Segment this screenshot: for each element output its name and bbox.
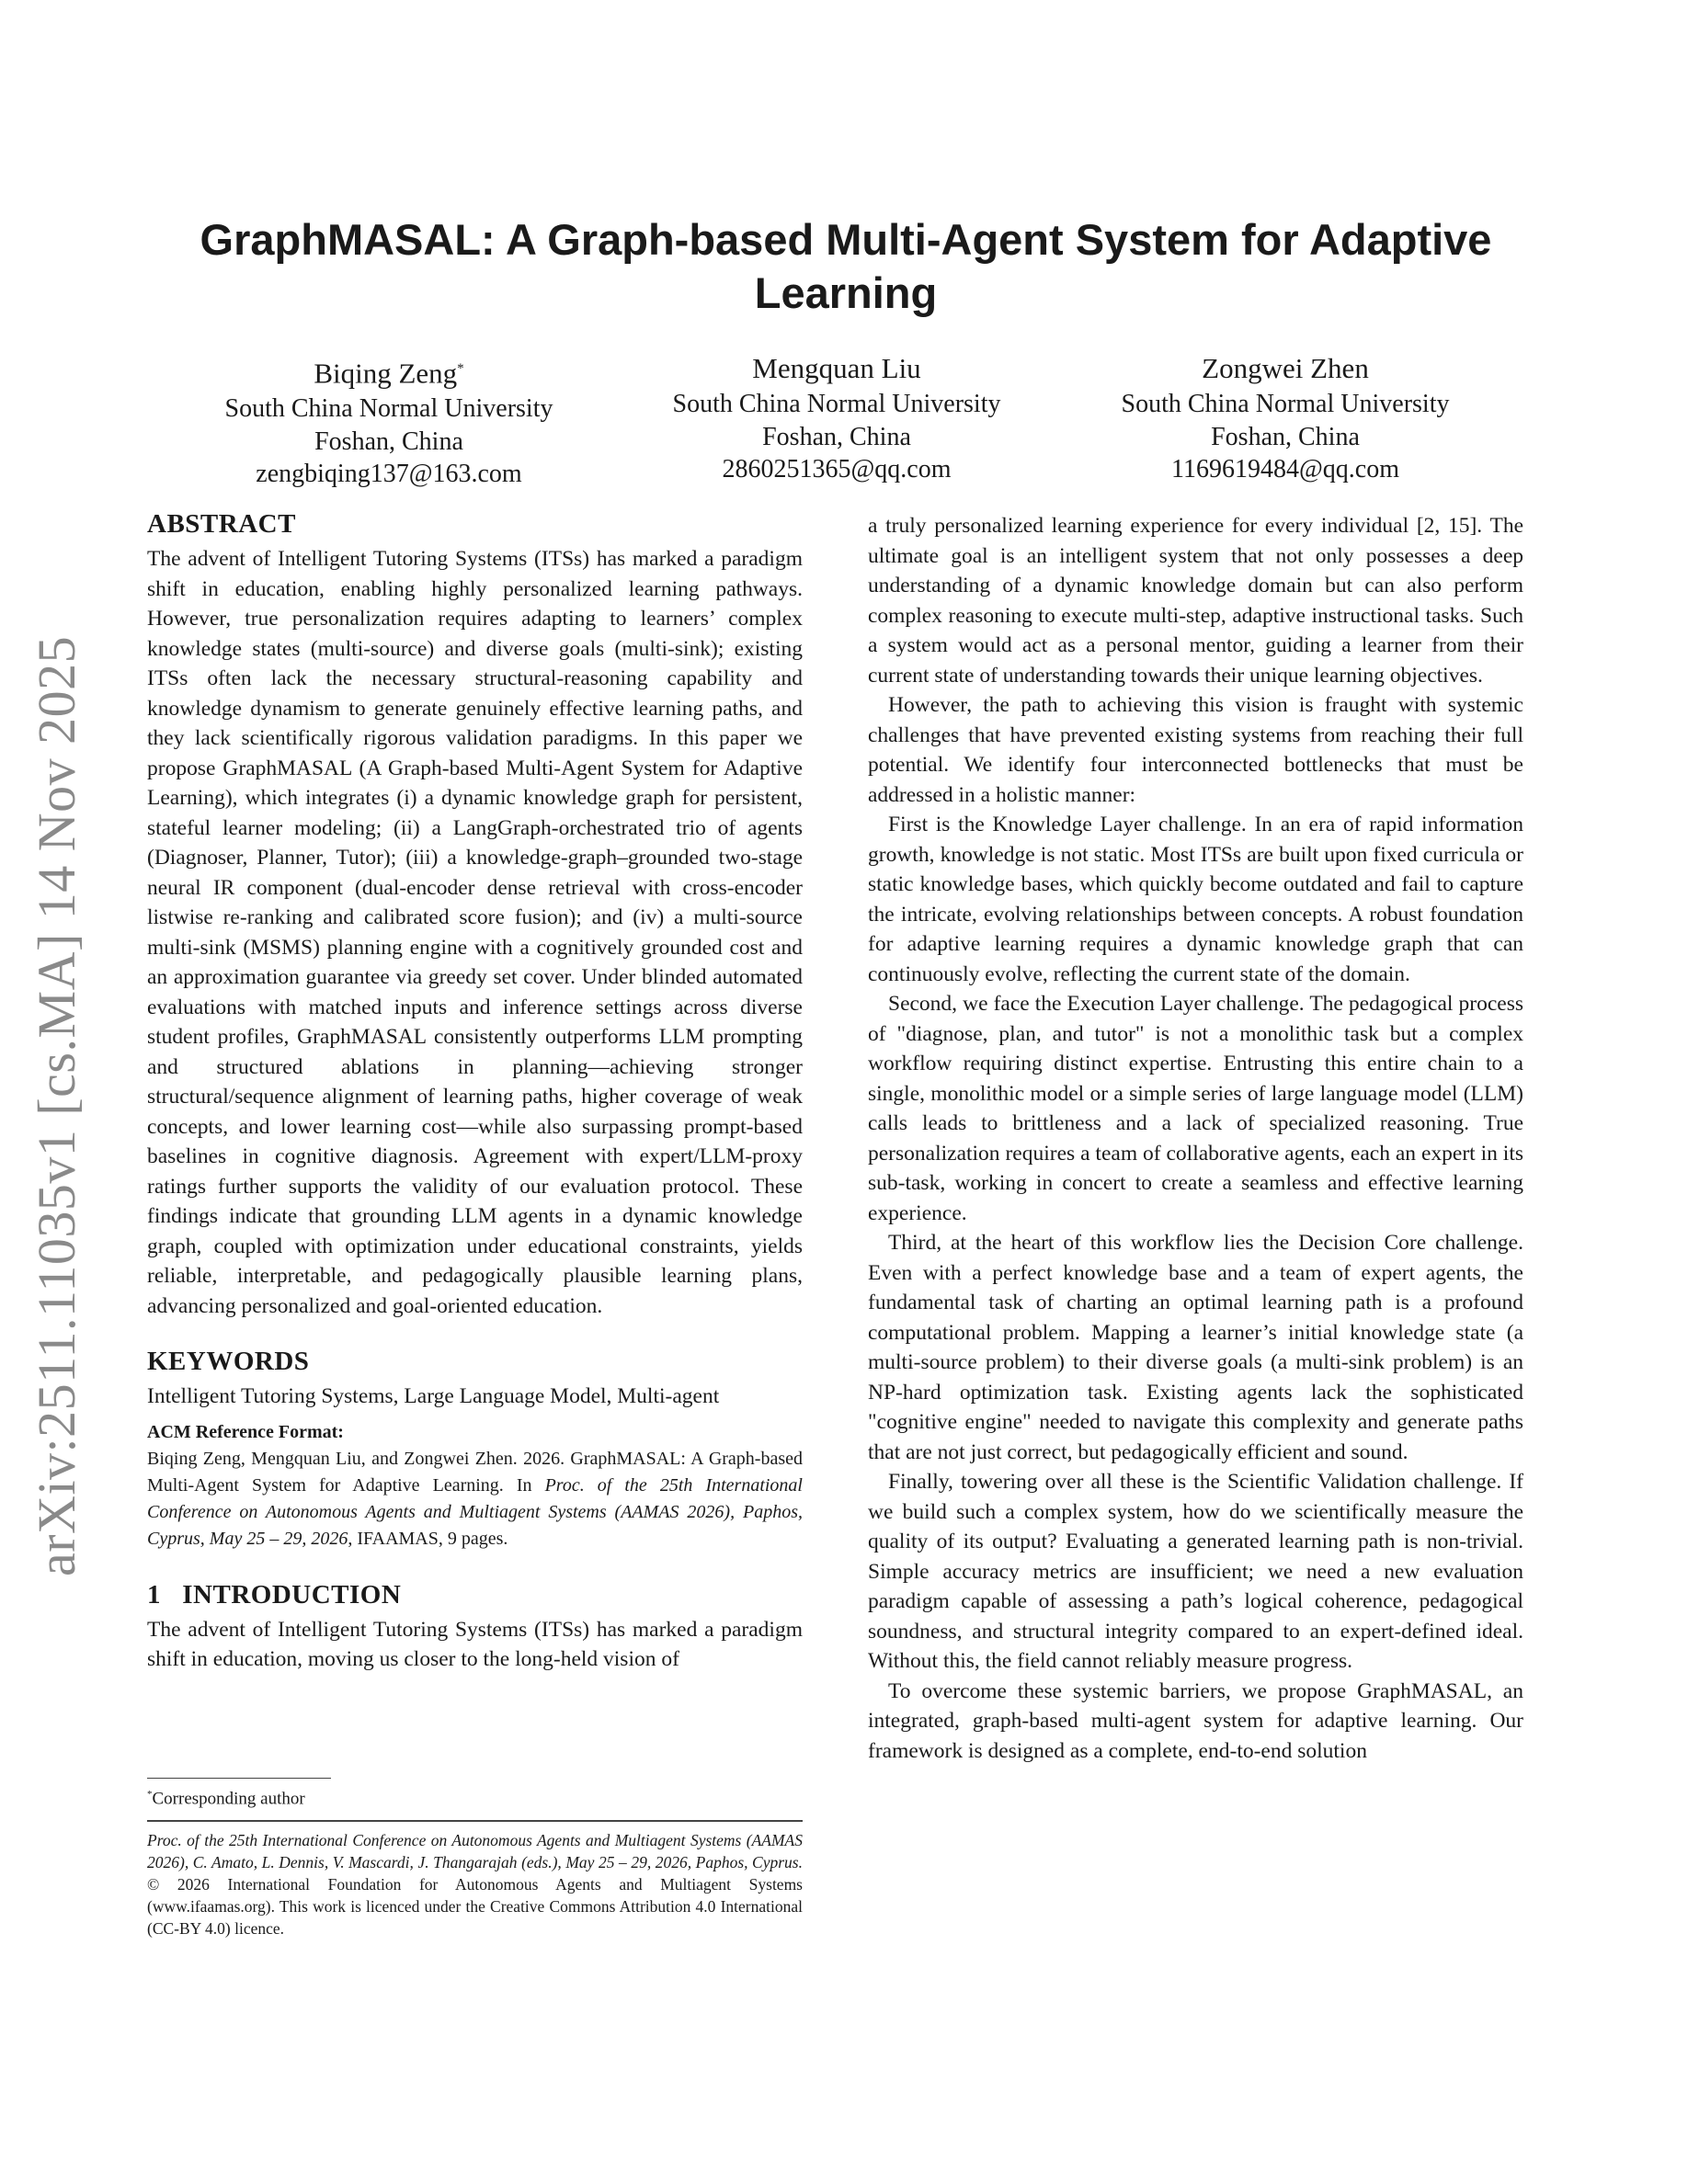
- footnote-mark: *: [147, 1789, 153, 1800]
- proceedings-venue: Proc. of the 25th International Conference on Autonomous Agents and Multiagent Systems (AAMAS 2026), C. Amato, L. Dennis, V. Mascardi, J. Thangarajah (eds.), May 25 – 29, 2026, Paphos, Cyprus.: [147, 1831, 803, 1871]
- author-name: Zongwei Zhen: [1202, 352, 1369, 384]
- author-email[interactable]: zengbiqing137@163.com: [256, 460, 522, 489]
- proceedings-note: [147, 1829, 803, 1939]
- intro-paragraph: Third, at the heart of this workflow lies the Decision Core challenge. Even with a perfect knowledge base and a team of expert agents, the fundamental task of charting an optimal learning path is a profound computational problem. Mapping a learner’s initial knowledge state (a multi-source problem) to their diverse goals (a multi-sink problem) is an NP-hard optimization task. Existing agents lack the sophisticated "cognitive engine" needed to navigate this complexity and generate paths that are not just correct, but pedagogically efficient and sound.: [868, 1231, 1523, 1464]
- author-location: Foshan, China: [762, 422, 911, 451]
- acm-reference-heading: ACM Reference Format:: [147, 1421, 344, 1442]
- author-location: Foshan, China: [1211, 422, 1360, 451]
- intro-paragraph: Finally, towering over all these is the Scientific Validation challenge. If we build such a complex system, how do we scientifically measure the quality of its output? Evaluating a generated learning path is non-trivial. Simple accuracy metrics are insufficient; we need a new evaluation paradigm capable of assessing a path’s logical coherence, pedagogical soundness, and structural integrity compared to an expert-defined ideal. Without this, the field cannot reliably measure progress.: [868, 1470, 1523, 1673]
- proceedings-license: © 2026 International Foundation for Autonomous Agents and Multiagent Systems (www.ifaamas.org). This work is licenced under the Creative Commons Attribution 4.0 International (CC-BY 4.0) licence.: [147, 1875, 803, 1938]
- acm-reference-text: [147, 1446, 803, 1553]
- author-affiliation: South China Normal University: [672, 390, 1001, 418]
- acm-reference-part: , IFAAMAS, 9 pages.: [348, 1528, 508, 1549]
- intro-paragraph: However, the path to achieving this vision is fraught with systemic challenges that have prevented existing systems from reaching their full potential. We identify four interconnected bottlenecks that must be addressed in a holistic manner:: [868, 693, 1523, 807]
- author-name: Biqing Zeng: [314, 357, 458, 390]
- acm-reference-venue: Proc. of the 25th International Conference on Autonomous Agents and Multiagent Systems (AAMAS 2026), Paphos, Cyprus, May 25 – 29, 2026: [147, 1474, 803, 1549]
- footnote-divider: [147, 1778, 331, 1779]
- author-block: [598, 349, 1076, 486]
- author-block: [1046, 349, 1524, 486]
- footnote-rule: [147, 1820, 803, 1822]
- introduction-text-left: The advent of Intelligent Tutoring Systems (ITSs) has marked a paradigm shift in education, moving us closer to the long-held vision of: [147, 1617, 803, 1671]
- abstract-text: The advent of Intelligent Tutoring Systems (ITSs) has marked a paradigm shift in education, enabling highly personalized learning pathways. However, true personalization requires adapting to learners’ complex knowledge states (multi-source) and diverse goals (multi-sink); existing ITSs often lack the necessary structural-reasoning capability and knowledge dynamism to generate genuinely effective learning paths, and they lack scientifically rigorous validation paradigms. In this paper we propose GraphMASAL (A Graph-based Multi-Agent System for Adaptive Learning), which integrates (i) a dynamic knowledge graph for persistent, stateful learner modeling; (ii) a LangGraph-orchestrated trio of agents (Diagnoser, Planner, Tutor); (iii) a knowledge-graph–grounded two-stage neural IR component (dual-encoder dense retrieval with cross-encoder listwise re-ranking and calibrated score fusion); and (iv) a multi-source multi-sink (MSMS) planning engine with a cognitively grounded cost and an approximation guarantee via greedy set cover. Under blinded automated evaluations with matched inputs and inference settings across diverse student profiles, GraphMASAL consistently outperforms LLM prompting and structured ablations in planning—achieving stronger structural/sequence alignment of learning paths, higher coverage of weak concepts, and lower learning cost—while also surpassing prompt-based baselines in cognitive diagnosis. Agreement with expert/LLM-proxy ratings further supports the validity of our evaluation protocol. These findings indicate that grounding LLM agents in a dynamic knowledge graph, coupled with optimization under educational constraints, yields reliable, interpretable, and pedagogically plausible learning plans, advancing personalized and goal-oriented education.: [147, 547, 803, 1318]
- author-email[interactable]: 2860251365@qq.com: [722, 455, 952, 483]
- intro-paragraph: a truly personalized learning experience for every individual [2, 15]. The ultimate goal is an intelligent system that not only possesses a deep understanding of a dynamic knowledge domain but can also perform complex reasoning to execute multi-step, adaptive instructional tasks. Such a system would act as a personal mentor, guiding a learner from their current state of understanding towards their unique learning objectives.: [868, 514, 1523, 688]
- author-name: Mengquan Liu: [752, 352, 921, 384]
- section-number: 1: [147, 1579, 161, 1610]
- author-affiliation: South China Normal University: [224, 394, 553, 424]
- author-email[interactable]: 1169619484@qq.com: [1171, 455, 1399, 483]
- paper-title: GraphMASAL: A Graph-based Multi-Agent System for Adaptive Learning: [200, 215, 1492, 317]
- introduction-heading: [147, 1578, 803, 1611]
- arxiv-identifier-stamp: arXiv:2511.11035v1 [cs.MA] 14 Nov 2025: [27, 635, 86, 1576]
- corresponding-mark: *: [457, 361, 464, 376]
- keywords-text: Intelligent Tutoring Systems, Large Language Model, Multi-agent: [147, 1384, 720, 1408]
- acm-reference-part: Biqing Zeng, Mengquan Liu, and Zongwei Zhen. 2026. GraphMASAL: A Graph-based Multi-Agent System for Adaptive Learning. In: [147, 1448, 803, 1496]
- author-location: Foshan, China: [314, 427, 463, 456]
- section-title: INTRODUCTION: [182, 1579, 402, 1610]
- intro-paragraph: To overcome these systemic barriers, we propose GraphMASAL, an integrated, graph-based multi-agent system for adaptive learning. Our framework is designed as a complete, end-to-end solution: [868, 1678, 1523, 1763]
- footnote-text: Corresponding author: [152, 1789, 305, 1809]
- footnote: [147, 1783, 305, 1810]
- left-column: [147, 507, 803, 1675]
- right-column: [868, 511, 1523, 1766]
- abstract-heading: ABSTRACT: [147, 509, 296, 539]
- author-affiliation: South China Normal University: [1121, 390, 1450, 418]
- author-block: [150, 349, 628, 491]
- intro-paragraph: First is the Knowledge Layer challenge. In an era of rapid information growth, knowledge is not static. Most ITSs are built upon fixed curricula or static knowledge bases, which quickly become outdated and fail to capture the intricate, evolving relationships between concepts. A robust foundation for adaptive learning requires a dynamic knowledge graph that can continuously evolve, reflecting the current state of the domain.: [868, 813, 1523, 986]
- keywords-heading: KEYWORDS: [147, 1347, 310, 1376]
- intro-paragraph: Second, we face the Execution Layer challenge. The pedagogical process of "diagnose, plan, and tutor" is not a monolithic task but a complex workflow requiring distinct expertise. Entrusting this entire chain to a single, monolithic model or a simple series of large language model (LLM) calls leads to brittleness and a lack of specialized reasoning. True personalization requires a team of collaborative agents, each an expert in its sub-task, working in concert to create a seamless and effective learning experience.: [868, 992, 1523, 1225]
